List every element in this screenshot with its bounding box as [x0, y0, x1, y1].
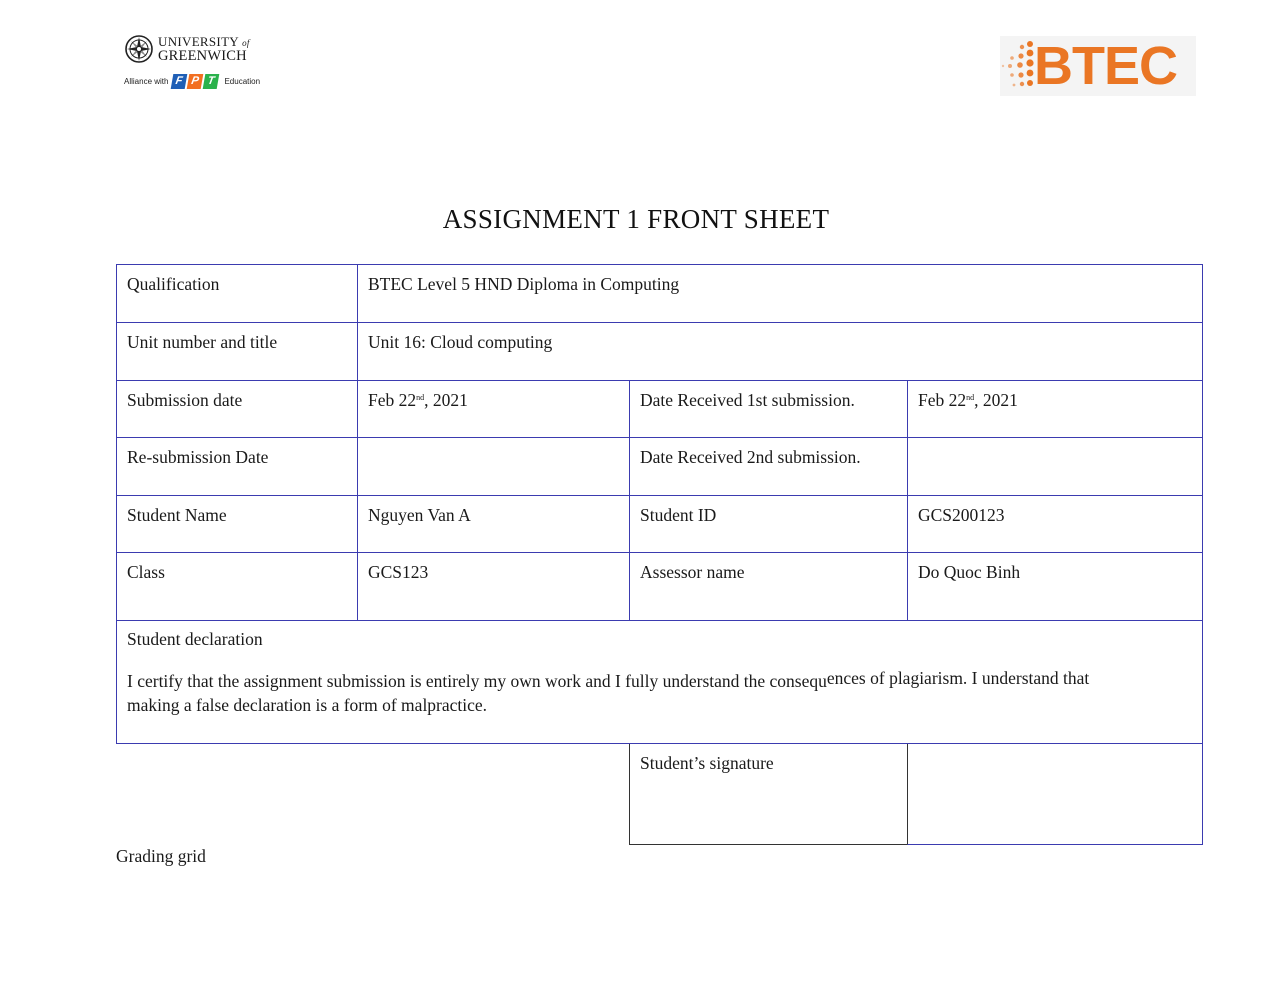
university-of-greenwich-logo: [124, 34, 264, 98]
qualification-value: BTEC Level 5 HND Diploma in Computing: [368, 274, 680, 294]
declaration-title: Student declaration: [127, 629, 263, 649]
page-title: ASSIGNMENT 1 FRONT SHEET: [442, 204, 830, 234]
declaration-text: I certify that the assignment submission is entirely my own work and I fully understand the consequences of plagiarism. I understand that making a false declaration is a form of malpractice.: [127, 668, 1090, 715]
alliance-suffix: Education: [224, 77, 261, 86]
student-declaration-cell: [116, 620, 1203, 744]
received-1st-value-cell: [907, 380, 1203, 437]
unit-label: Unit number and title: [127, 332, 278, 352]
class-label: Class: [127, 562, 165, 582]
received-1st-label-cell: [629, 380, 907, 437]
student-name-value: Nguyen Van A: [368, 505, 471, 525]
received-1st-value: Feb 22nd, 2021: [918, 390, 1018, 410]
unit-value: Unit 16: Cloud computing: [368, 332, 553, 352]
student-id-label-cell: [629, 495, 907, 552]
class-value-cell: [357, 552, 629, 620]
student-id-value: GCS200123: [918, 505, 1005, 525]
signature-label-cell: [629, 744, 907, 845]
university-of-word: of: [242, 38, 250, 48]
fpt-letter-p: P: [187, 74, 204, 89]
submission-label-cell: [116, 380, 357, 437]
student-name-value-cell: [357, 495, 629, 552]
unit-label-cell: [116, 322, 357, 380]
unit-value-cell: [357, 322, 1203, 380]
qualification-label: Qualification: [127, 274, 220, 294]
greenwich-word: GREENWICH: [158, 48, 247, 64]
fpt-letter-f: F: [171, 74, 188, 89]
class-value: GCS123: [368, 562, 429, 582]
qualification-label-cell: [116, 264, 357, 322]
student-name-label-cell: [116, 495, 357, 552]
btec-wordmark: BTEC: [1034, 36, 1177, 96]
signature-value-cell: [907, 744, 1203, 845]
front-sheet-table: [116, 264, 1203, 846]
university-word: UNIVERSITY: [158, 34, 239, 49]
received-2nd-label: Date Received 2nd submission.: [640, 447, 861, 467]
received-2nd-label-cell: [629, 437, 907, 495]
btec-logo: [1000, 36, 1196, 96]
submission-value-cell: [357, 380, 629, 437]
resubmission-date-label: Re-submission Date: [127, 447, 269, 467]
resubmission-value-cell: [357, 437, 629, 495]
student-name-label: Student Name: [127, 505, 227, 525]
resubmission-label-cell: [116, 437, 357, 495]
received-2nd-value-cell: [907, 437, 1203, 495]
student-id-label: Student ID: [640, 505, 717, 525]
student-signature-label: Student’s signature: [640, 753, 774, 773]
student-id-value-cell: [907, 495, 1203, 552]
submission-date-value: Feb 22nd, 2021: [368, 390, 468, 410]
alliance-prefix: Alliance with: [124, 77, 169, 86]
received-1st-label: Date Received 1st submission.: [640, 390, 855, 410]
fpt-letter-t: T: [203, 74, 220, 89]
qualification-value-cell: [357, 264, 1203, 322]
fpt-logo: [172, 74, 220, 89]
assessor-name-value: Do Quoc Binh: [918, 562, 1021, 582]
compass-seal-icon: [124, 34, 154, 64]
grading-grid-heading: Grading grid: [116, 846, 206, 866]
assessor-name-label: Assessor name: [640, 562, 745, 582]
btec-dots-icon: [1000, 36, 1038, 96]
submission-date-label: Submission date: [127, 390, 243, 410]
class-label-cell: [116, 552, 357, 620]
assessor-label-cell: [629, 552, 907, 620]
assessor-value-cell: [907, 552, 1203, 620]
